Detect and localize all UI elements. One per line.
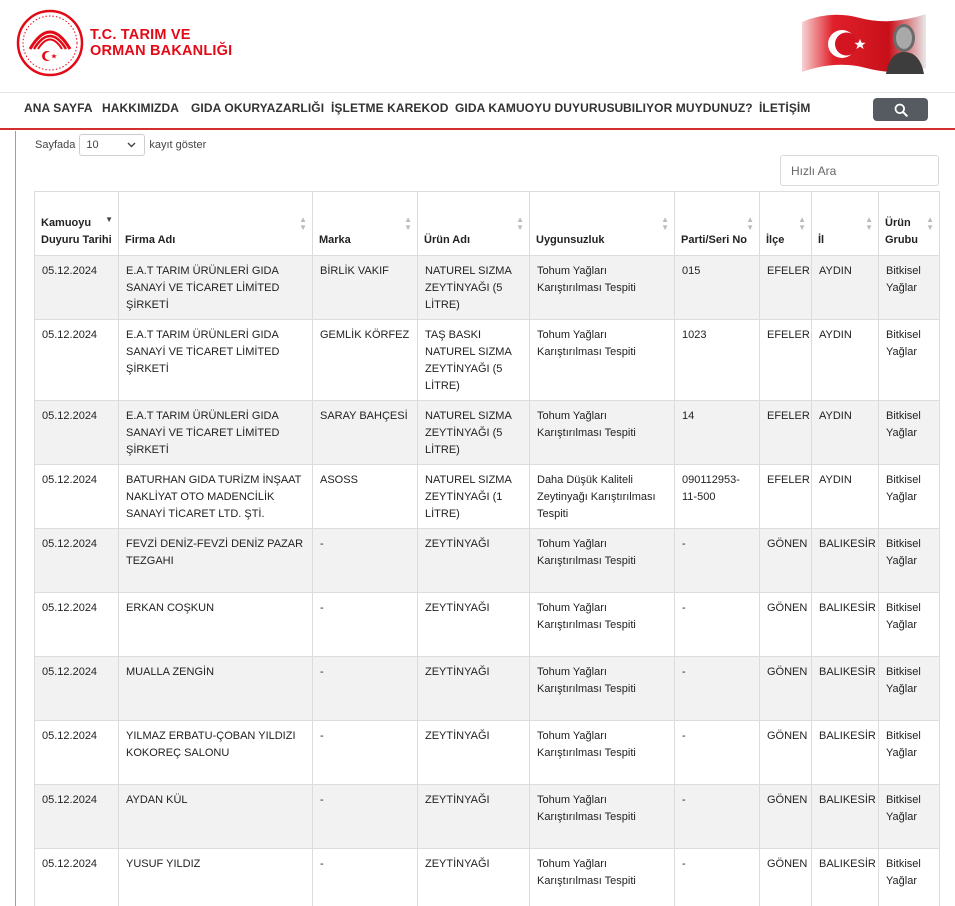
cell-product: NATUREL SIZMA ZEYTİNYAĞI (1 LİTRE) — [418, 465, 530, 529]
ministry-logo[interactable] — [16, 9, 232, 77]
cell-brand: SARAY BAHÇESİ — [313, 401, 418, 465]
length-prefix: Sayfada — [35, 139, 76, 151]
cell-nonconformity: Tohum Yağları Karıştırılması Tespiti — [530, 401, 675, 465]
column-header-date[interactable] — [35, 192, 119, 256]
cell-date: 05.12.2024 — [35, 320, 119, 401]
cell-district: EFELER — [760, 465, 812, 529]
cell-brand: ASOSS — [313, 465, 418, 529]
cell-nonconformity: Tohum Yağları Karıştırılması Tespiti — [530, 785, 675, 849]
column-header-label: Ürün Grubu — [885, 217, 918, 246]
cell-batch: - — [675, 529, 760, 593]
cell-product-group: Bitkisel Yağlar — [879, 529, 940, 593]
cell-product-group: Bitkisel Yağlar — [879, 256, 940, 320]
cell-product-group: Bitkisel Yağlar — [879, 657, 940, 721]
cell-province: BALIKESİR — [812, 529, 879, 593]
table-row — [35, 849, 940, 906]
cell-province: BALIKESİR — [812, 721, 879, 785]
cell-district: EFELER — [760, 320, 812, 401]
cell-date: 05.12.2024 — [35, 465, 119, 529]
column-header-company[interactable] — [119, 192, 313, 256]
column-header-label: İl — [818, 234, 825, 246]
cell-product-group: Bitkisel Yağlar — [879, 320, 940, 401]
cell-batch: 090112953-11-500 — [675, 465, 760, 529]
logo-line-2: ORMAN BAKANLIĞI — [90, 43, 233, 59]
table-row — [35, 721, 940, 785]
cell-province: AYDIN — [812, 465, 879, 529]
cell-province: BALIKESİR — [812, 785, 879, 849]
cell-date: 05.12.2024 — [35, 785, 119, 849]
column-header-batch[interactable] — [675, 192, 760, 256]
cell-batch: 14 — [675, 401, 760, 465]
main-navigation — [0, 92, 955, 130]
cell-province: AYDIN — [812, 256, 879, 320]
cell-company: E.A.T TARIM ÜRÜNLERİ GIDA SANAYİ VE TİCARET LİMİTED ŞİRKETİ — [119, 320, 313, 401]
cell-province: BALIKESİR — [812, 657, 879, 721]
nav-item-home[interactable]: ANA SAYFA — [24, 101, 93, 115]
nav-item-did-you-know[interactable]: BILIYOR MUYDUNUZ? — [623, 101, 753, 115]
sort-icon: ▲ ▼ — [404, 215, 412, 232]
cell-date: 05.12.2024 — [35, 721, 119, 785]
cell-date: 05.12.2024 — [35, 657, 119, 721]
cell-brand: - — [313, 593, 418, 657]
cell-brand: - — [313, 785, 418, 849]
cell-company: ERKAN COŞKUN — [119, 593, 313, 657]
cell-nonconformity: Tohum Yağları Karıştırılması Tespiti — [530, 529, 675, 593]
cell-brand: BİRLİK VAKIF — [313, 256, 418, 320]
magnifier-icon — [894, 103, 908, 117]
nav-item-business-qr[interactable]: İŞLETME KAREKOD — [331, 101, 449, 115]
turkish-flag-ataturk-image — [800, 8, 928, 76]
announcement-table — [34, 191, 940, 906]
cell-product-group: Bitkisel Yağlar — [879, 593, 940, 657]
cell-batch: 1023 — [675, 320, 760, 401]
search-button[interactable] — [873, 98, 928, 121]
cell-nonconformity: Tohum Yağları Karıştırılması Tespiti — [530, 256, 675, 320]
cell-province: BALIKESİR — [812, 849, 879, 906]
cell-brand: - — [313, 657, 418, 721]
column-header-label: Uygunsuzluk — [536, 234, 605, 246]
column-header-label: İlçe — [766, 234, 785, 246]
sort-icon: ▲ ▼ — [926, 215, 934, 232]
logo-line-1: T.C. TARIM VE — [90, 27, 191, 43]
cell-date: 05.12.2024 — [35, 401, 119, 465]
sort-icon: ▲ ▼ — [661, 215, 669, 232]
sort-icon: ▲ ▼ — [798, 215, 806, 232]
cell-date: 05.12.2024 — [35, 256, 119, 320]
cell-province: AYDIN — [812, 401, 879, 465]
ministry-emblem-icon — [16, 9, 84, 77]
cell-product: NATUREL SIZMA ZEYTİNYAĞI (5 LİTRE) — [418, 256, 530, 320]
sort-icon: ▲ ▼ — [516, 215, 524, 232]
cell-product-group: Bitkisel Yağlar — [879, 849, 940, 906]
table-header-row — [35, 192, 940, 256]
table-row — [35, 529, 940, 593]
column-header-brand[interactable] — [313, 192, 418, 256]
cell-product-group: Bitkisel Yağlar — [879, 465, 940, 529]
cell-nonconformity: Tohum Yağları Karıştırılması Tespiti — [530, 849, 675, 906]
cell-batch: 015 — [675, 256, 760, 320]
sort-icon: ▲ ▼ — [746, 215, 754, 232]
cell-district: GÖNEN — [760, 657, 812, 721]
cell-date: 05.12.2024 — [35, 529, 119, 593]
column-header-district[interactable] — [760, 192, 812, 256]
cell-district: EFELER — [760, 256, 812, 320]
column-header-label: Ürün Adı — [424, 234, 471, 246]
cell-product: ZEYTİNYAĞI — [418, 593, 530, 657]
cell-nonconformity: Daha Düşük Kaliteli Zeytinyağı Karıştırılması Tespiti — [530, 465, 675, 529]
cell-district: GÖNEN — [760, 529, 812, 593]
column-header-nonconformity[interactable] — [530, 192, 675, 256]
cell-product: TAŞ BASKI NATUREL SIZMA ZEYTİNYAĞI (5 LİTRE) — [418, 320, 530, 401]
cell-nonconformity: Tohum Yağları Karıştırılması Tespiti — [530, 320, 675, 401]
cell-brand: - — [313, 721, 418, 785]
cell-date: 05.12.2024 — [35, 593, 119, 657]
cell-product: NATUREL SIZMA ZEYTİNYAĞI (5 LİTRE) — [418, 401, 530, 465]
cell-company: AYDAN KÜL — [119, 785, 313, 849]
page-length-value: 10 — [86, 139, 99, 151]
table-row — [35, 657, 940, 721]
cell-batch: - — [675, 721, 760, 785]
table-row — [35, 401, 940, 465]
cell-product: ZEYTİNYAĞI — [418, 721, 530, 785]
column-header-label: Parti/Seri No — [681, 234, 748, 246]
column-header-label: Marka — [319, 234, 351, 246]
cell-product-group: Bitkisel Yağlar — [879, 785, 940, 849]
cell-batch: - — [675, 593, 760, 657]
cell-batch: - — [675, 657, 760, 721]
cell-nonconformity: Tohum Yağları Karıştırılması Tespiti — [530, 593, 675, 657]
cell-product: ZEYTİNYAĞI — [418, 657, 530, 721]
cell-date: 05.12.2024 — [35, 849, 119, 906]
column-header-product-group[interactable] — [879, 192, 940, 256]
cell-brand: - — [313, 529, 418, 593]
cell-nonconformity: Tohum Yağları Karıştırılması Tespiti — [530, 721, 675, 785]
cell-brand: - — [313, 849, 418, 906]
cell-product-group: Bitkisel Yağlar — [879, 721, 940, 785]
cell-company: MUALLA ZENGİN — [119, 657, 313, 721]
table-row — [35, 785, 940, 849]
nav-item-about[interactable]: HAKKIMIZDA — [102, 101, 179, 115]
table-row — [35, 593, 940, 657]
length-suffix: kayıt göster — [149, 139, 207, 151]
cell-batch: - — [675, 849, 760, 906]
cell-company: FEVZİ DENİZ-FEVZİ DENİZ PAZAR TEZGAHI — [119, 529, 313, 593]
cell-province: BALIKESİR — [812, 593, 879, 657]
cell-product: ZEYTİNYAĞI — [418, 849, 530, 906]
table-body — [35, 256, 940, 906]
cell-brand: GEMLİK KÖRFEZ — [313, 320, 418, 401]
nav-item-public-announcement[interactable]: GIDA KAMUOYU DUYURUSU — [455, 101, 624, 115]
sort-desc-icon: ▼ — [105, 215, 113, 224]
cell-district: GÖNEN — [760, 721, 812, 785]
chevron-down-icon — [127, 142, 136, 148]
cell-district: GÖNEN — [760, 849, 812, 906]
cell-district: GÖNEN — [760, 593, 812, 657]
column-header-label: Firma Adı — [125, 234, 176, 246]
sort-icon: ▲ ▼ — [299, 215, 307, 232]
cell-product-group: Bitkisel Yağlar — [879, 401, 940, 465]
nav-item-contact[interactable]: İLETİŞİM — [759, 101, 811, 115]
table-row — [35, 256, 940, 320]
sort-icon: ▲ ▼ — [865, 215, 873, 232]
ministry-title — [90, 27, 232, 59]
cell-company: YUSUF YILDIZ — [119, 849, 313, 906]
cell-batch: - — [675, 785, 760, 849]
cell-company: E.A.T TARIM ÜRÜNLERİ GIDA SANAYİ VE TİCARET LİMİTED ŞİRKETİ — [119, 256, 313, 320]
cell-company: YILMAZ ERBATU-ÇOBAN YILDIZI KOKOREÇ SALONU — [119, 721, 313, 785]
cell-company: E.A.T TARIM ÜRÜNLERİ GIDA SANAYİ VE TİCARET LİMİTED ŞİRKETİ — [119, 401, 313, 465]
table-row — [35, 465, 940, 529]
nav-item-food-literacy[interactable]: GIDA OKURYAZARLIĞI — [191, 101, 325, 115]
table-row — [35, 320, 940, 401]
cell-company: BATURHAN GIDA TURİZM İNŞAAT NAKLİYAT OTO MADENCİLİK SANAYİ TİCARET LTD. ŞTİ. — [119, 465, 313, 529]
cell-nonconformity: Tohum Yağları Karıştırılması Tespiti — [530, 657, 675, 721]
page-length-select[interactable] — [79, 134, 145, 156]
cell-district: EFELER — [760, 401, 812, 465]
cell-product: ZEYTİNYAĞI — [418, 529, 530, 593]
site-header — [0, 0, 955, 92]
cell-district: GÖNEN — [760, 785, 812, 849]
page-length-control — [35, 134, 206, 156]
quick-search-input[interactable]: Hızlı Ara — [780, 155, 939, 186]
cell-product: ZEYTİNYAĞI — [418, 785, 530, 849]
cell-province: AYDIN — [812, 320, 879, 401]
column-header-product[interactable] — [418, 192, 530, 256]
column-header-label: Kamuoyu Duyuru Tarihi — [41, 217, 112, 246]
column-header-province[interactable] — [812, 192, 879, 256]
